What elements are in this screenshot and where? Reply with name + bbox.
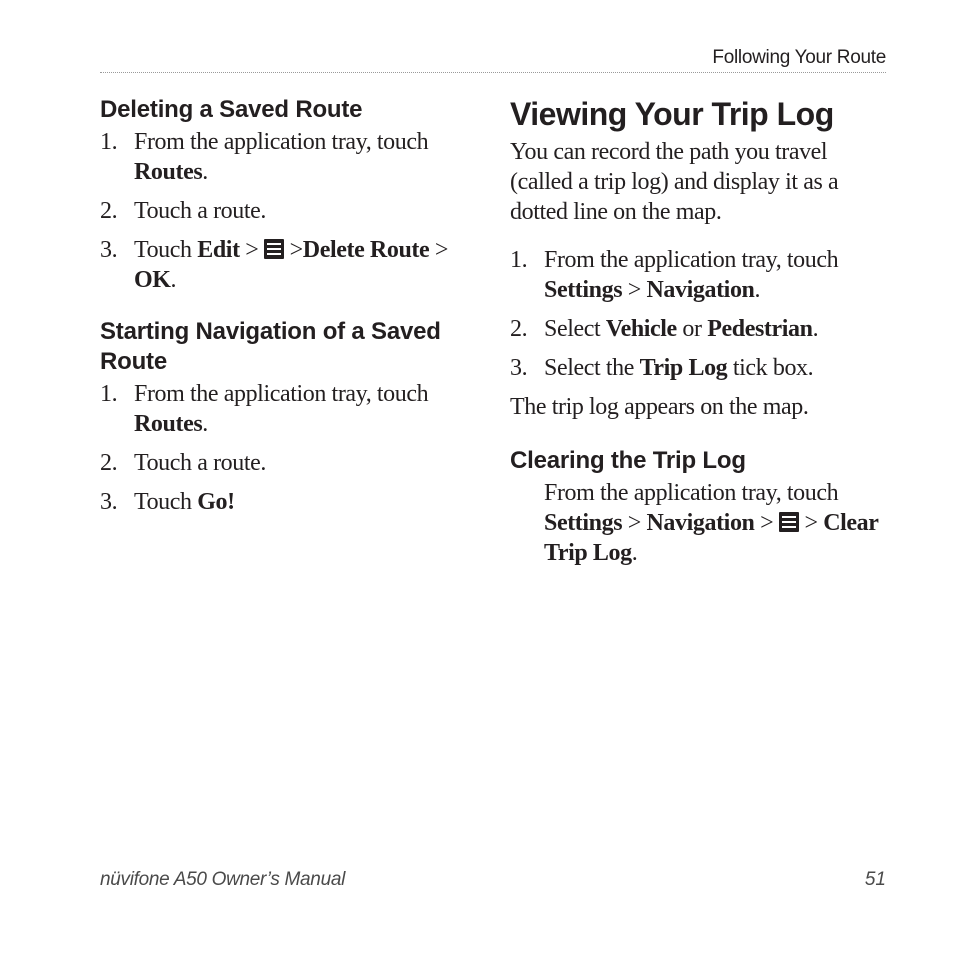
intro-paragraph: You can record the path you travel (called a trip log) and display it as a dotted line on the map. [510, 139, 839, 225]
list-item: 2. Touch a route. [100, 198, 267, 224]
clearing-instructions: From the application tray, touch Settings > Navigation > > Clear Trip Log. [544, 480, 879, 566]
steps-deleting-saved-route [100, 127, 475, 295]
list-item: 1. From the application tray, touch Settings > Navigation. [510, 247, 839, 303]
list-item: 1. From the application tray, touch Routes. [100, 381, 429, 437]
running-header: Following Your Route [712, 47, 886, 68]
list-item: 2. Select Vehicle or Pedestrian. [510, 316, 819, 342]
right-column [510, 95, 890, 568]
left-column [100, 95, 475, 526]
steps-trip-log [510, 245, 890, 383]
heading-clearing-trip-log: Clearing the Trip Log [510, 447, 746, 474]
list-item: 2. Touch a route. [100, 450, 267, 476]
list-item: 1. From the application tray, touch Routes. [100, 129, 429, 185]
footer-manual-title: nüvifone A50 Owner’s Manual [100, 869, 346, 890]
list-item: 3. Touch Go! [100, 489, 235, 515]
steps-starting-navigation [100, 379, 475, 517]
menu-icon [779, 512, 799, 532]
list-item: 3. Select the Trip Log tick box. [510, 355, 814, 381]
heading-deleting-saved-route: Deleting a Saved Route [100, 96, 363, 123]
page-number: 51 [864, 869, 886, 890]
heading-starting-navigation: Starting Navigation of a Saved Route [100, 318, 441, 375]
page-title: Viewing Your Trip Log [510, 96, 834, 132]
list-item: 3. Touch Edit > >Delete Route > OK. [100, 237, 448, 293]
header-divider [100, 72, 886, 73]
result-paragraph: The trip log appears on the map. [510, 394, 809, 420]
menu-icon [264, 239, 284, 259]
